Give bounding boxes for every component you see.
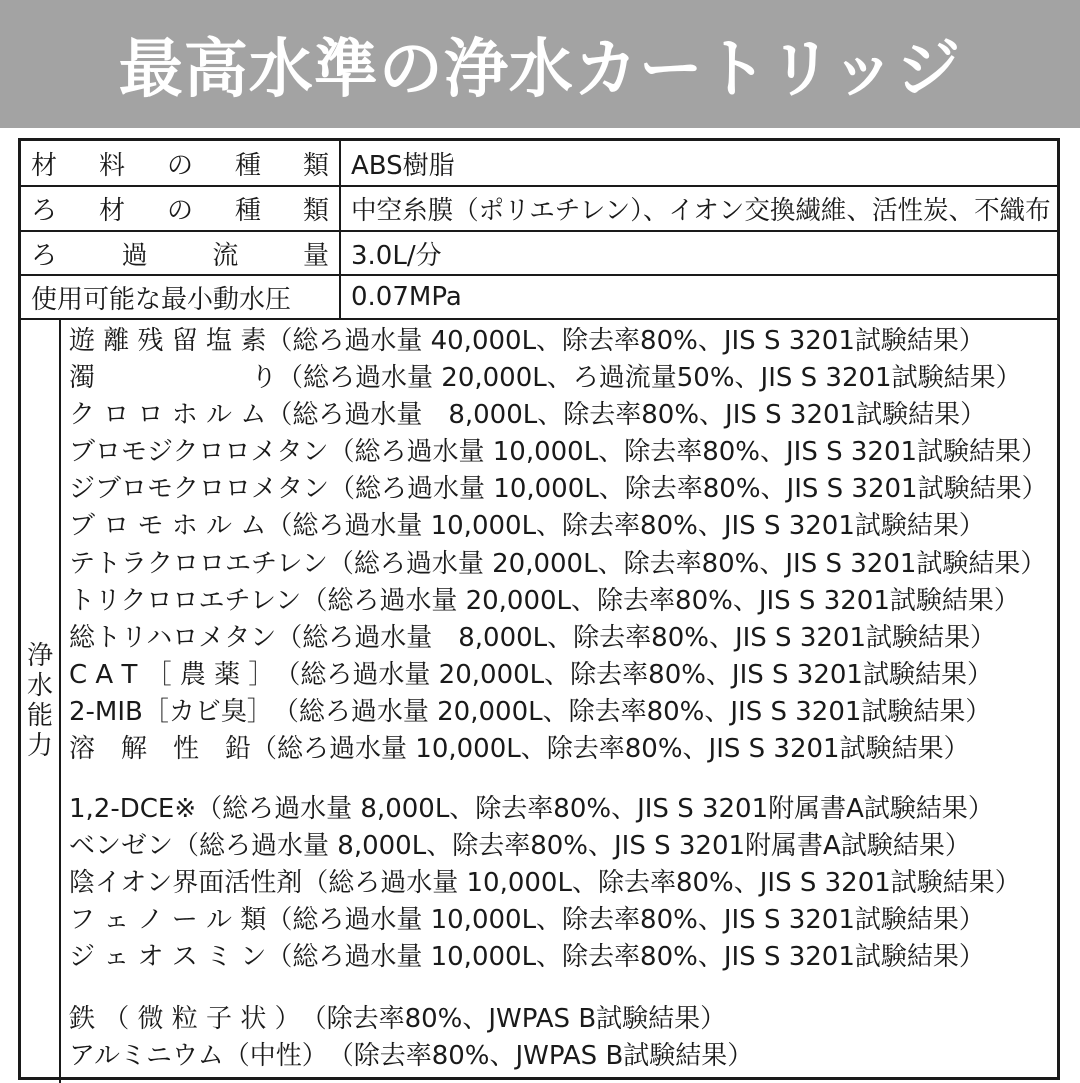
- spec-label: ろ 材 の 種 類: [31, 195, 329, 226]
- capability-label: 浄 水 能 力: [26, 641, 53, 761]
- spec-value: 3.0L/分: [351, 240, 442, 271]
- column-divider: [59, 319, 61, 1083]
- spec-row-filter-material: [21, 186, 1057, 230]
- spec-row-material: [21, 141, 1057, 185]
- capability-row: 鉄 （ 微 粒 子 状 ）（除去率80%、JWPAS B試験結果）: [69, 1004, 727, 1034]
- capability-row: ブロモジクロロメタン（総ろ過水量 10,000L、除去率80%、JIS S 3201試験結果）: [69, 437, 1048, 467]
- capability-row: 溶 解 性 鉛（総ろ過水量 10,000L、除去率80%、JIS S 3201試験結果）: [69, 734, 970, 764]
- capability-row: 総トリハロメタン（総ろ過水量 8,000L、除去率80%、JIS S 3201試験結果）: [69, 623, 996, 653]
- capability-row: ジ ェ オ ス ミ ン（総ろ過水量 10,000L、除去率80%、JIS S 3201試験結果）: [69, 942, 985, 972]
- capability-row: 1,2-DCE※（総ろ過水量 8,000L、除去率80%、JIS S 3201附属書A試験結果）: [69, 794, 994, 824]
- capability-row: ク ロ ロ ホ ル ム（総ろ過水量 8,000L、除去率80%、JIS S 3201試験結果）: [69, 400, 987, 430]
- spec-value: ABS樹脂: [351, 150, 455, 181]
- capability-row: 2-MIB［カビ臭］（総ろ過水量 20,000L、除去率80%、JIS S 3201試験結果）: [69, 697, 992, 727]
- capability-row: ジブロモクロロメタン（総ろ過水量 10,000L、除去率80%、JIS S 3201試験結果）: [69, 474, 1048, 504]
- spec-value: 中空糸膜（ポリエチレン）、イオン交換繊維、活性炭、不織布: [351, 195, 1051, 226]
- capability-row: トリクロロエチレン（総ろ過水量 20,000L、除去率80%、JIS S 3201試験結果）: [69, 586, 1020, 616]
- capability-row: アルミニウム（中性）（除去率80%、JWPAS B試験結果）: [69, 1041, 754, 1071]
- spec-label: 材 料 の 種 類: [31, 150, 329, 181]
- capability-row: 陰イオン界面活性剤（総ろ過水量 10,000L、除去率80%、JIS S 3201試験結果）: [69, 868, 1021, 898]
- spec-row-flow-rate: [21, 231, 1057, 275]
- capability-row: フ ェ ノ ー ル 類（総ろ過水量 10,000L、除去率80%、JIS S 3201試験結果）: [69, 905, 985, 935]
- capability-row: 遊 離 残 留 塩 素（総ろ過水量 40,000L、除去率80%、JIS S 3201試験結果）: [69, 326, 985, 356]
- spec-label: ろ 過 流 量: [31, 240, 329, 271]
- capability-row: テトラクロロエチレン（総ろ過水量 20,000L、除去率80%、JIS S 3201試験結果）: [69, 549, 1047, 579]
- capability-row: 濁 り（総ろ過水量 20,000L、ろ過流量50%、JIS S 3201試験結果）: [69, 363, 1022, 393]
- capability-row: ブ ロ モ ホ ル ム（総ろ過水量 10,000L、除去率80%、JIS S 3201試験結果）: [69, 511, 985, 541]
- spec-label: 使用可能な最小動水圧: [31, 284, 292, 315]
- spec-row-min-pressure: [21, 275, 1057, 319]
- capability-row: ベンゼン（総ろ過水量 8,000L、除去率80%、JIS S 3201附属書A試験結果）: [69, 831, 971, 861]
- spec-table: [18, 138, 1060, 1080]
- spec-value: 0.07MPa: [351, 282, 462, 312]
- capability-row: C A T ［ 農 薬 ］（総ろ過水量 20,000L、除去率80%、JIS S 3201試験結果）: [69, 660, 993, 690]
- page-title: 最高水準の浄水カートリッジ: [0, 0, 1080, 128]
